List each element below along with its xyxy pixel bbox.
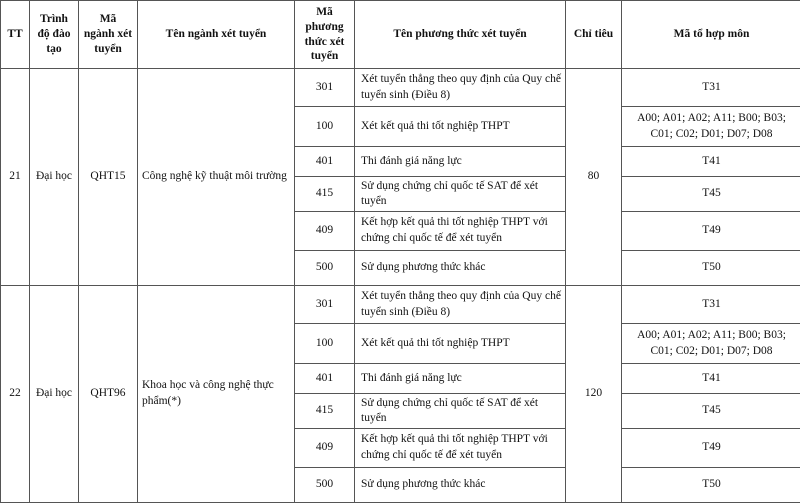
header-row <box>1 1 800 69</box>
method-code: 409 <box>295 212 355 250</box>
combo-code: T41 <box>622 363 800 393</box>
combo-code: A00; A01; A02; A11; B00; B03; C01; C02; D01; D07; D08 <box>622 107 800 146</box>
method-name: Sử dụng chứng chỉ quốc tế SAT để xét tuyển <box>355 393 566 428</box>
method-code: 409 <box>295 429 355 467</box>
header-level: Trình độ đào tạo <box>30 1 79 69</box>
combo-code: T50 <box>622 250 800 285</box>
method-code: 100 <box>295 324 355 363</box>
method-name: Xét kết quả thi tốt nghiệp THPT <box>355 324 566 363</box>
method-code: 301 <box>295 285 355 323</box>
header-code: Mã ngành xét tuyển <box>79 1 138 69</box>
row-tt: 22 <box>1 285 30 502</box>
method-code: 415 <box>295 393 355 428</box>
row-tt: 21 <box>1 69 30 286</box>
method-code: 500 <box>295 467 355 502</box>
method-name: Thi đánh giá năng lực <box>355 363 566 393</box>
combo-code: T31 <box>622 69 800 107</box>
row-major-code: QHT96 <box>79 285 138 502</box>
method-code: 401 <box>295 146 355 176</box>
combo-code: T49 <box>622 212 800 250</box>
method-code: 301 <box>295 69 355 107</box>
row-major-code: QHT15 <box>79 69 138 286</box>
header-method-code: Mã phương thức xét tuyển <box>295 1 355 69</box>
method-name: Sử dụng phương thức khác <box>355 467 566 502</box>
header-tt: TT <box>1 1 30 69</box>
row-major-name: Công nghệ kỹ thuật môi trường <box>138 69 295 286</box>
header-method-name: Tên phương thức xét tuyển <box>355 1 566 69</box>
combo-code: T31 <box>622 285 800 323</box>
method-name: Sử dụng chứng chỉ quốc tế SAT để xét tuyển <box>355 176 566 211</box>
combo-code: T45 <box>622 176 800 211</box>
method-code: 500 <box>295 250 355 285</box>
method-code: 100 <box>295 107 355 146</box>
row-quota: 120 <box>566 285 622 502</box>
combo-code: T41 <box>622 146 800 176</box>
header-combo: Mã tổ hợp môn <box>622 1 800 69</box>
combo-code: A00; A01; A02; A11; B00; B03; C01; C02; D01; D07; D08 <box>622 324 800 363</box>
table-row <box>1 69 800 107</box>
row-quota: 80 <box>566 69 622 286</box>
table-row <box>1 285 800 323</box>
method-code: 415 <box>295 176 355 211</box>
method-name: Xét tuyển thẳng theo quy định của Quy chế tuyển sinh (Điều 8) <box>355 69 566 107</box>
combo-code: T45 <box>622 393 800 428</box>
method-name: Xét tuyển thẳng theo quy định của Quy chế tuyển sinh (Điều 8) <box>355 285 566 323</box>
header-major: Tên ngành xét tuyển <box>138 1 295 69</box>
row-level: Đại học <box>30 285 79 502</box>
combo-code: T50 <box>622 467 800 502</box>
method-name: Sử dụng phương thức khác <box>355 250 566 285</box>
method-name: Thi đánh giá năng lực <box>355 146 566 176</box>
combo-code: T49 <box>622 429 800 467</box>
method-name: Kết hợp kết quả thi tốt nghiệp THPT với chứng chỉ quốc tế để xét tuyển <box>355 429 566 467</box>
method-name: Kết hợp kết quả thi tốt nghiệp THPT với chứng chỉ quốc tế để xét tuyển <box>355 212 566 250</box>
method-name: Xét kết quả thi tốt nghiệp THPT <box>355 107 566 146</box>
method-code: 401 <box>295 363 355 393</box>
row-major-name: Khoa học và công nghệ thực phẩm(*) <box>138 285 295 502</box>
header-quota: Chỉ tiêu <box>566 1 622 69</box>
row-level: Đại học <box>30 69 79 286</box>
